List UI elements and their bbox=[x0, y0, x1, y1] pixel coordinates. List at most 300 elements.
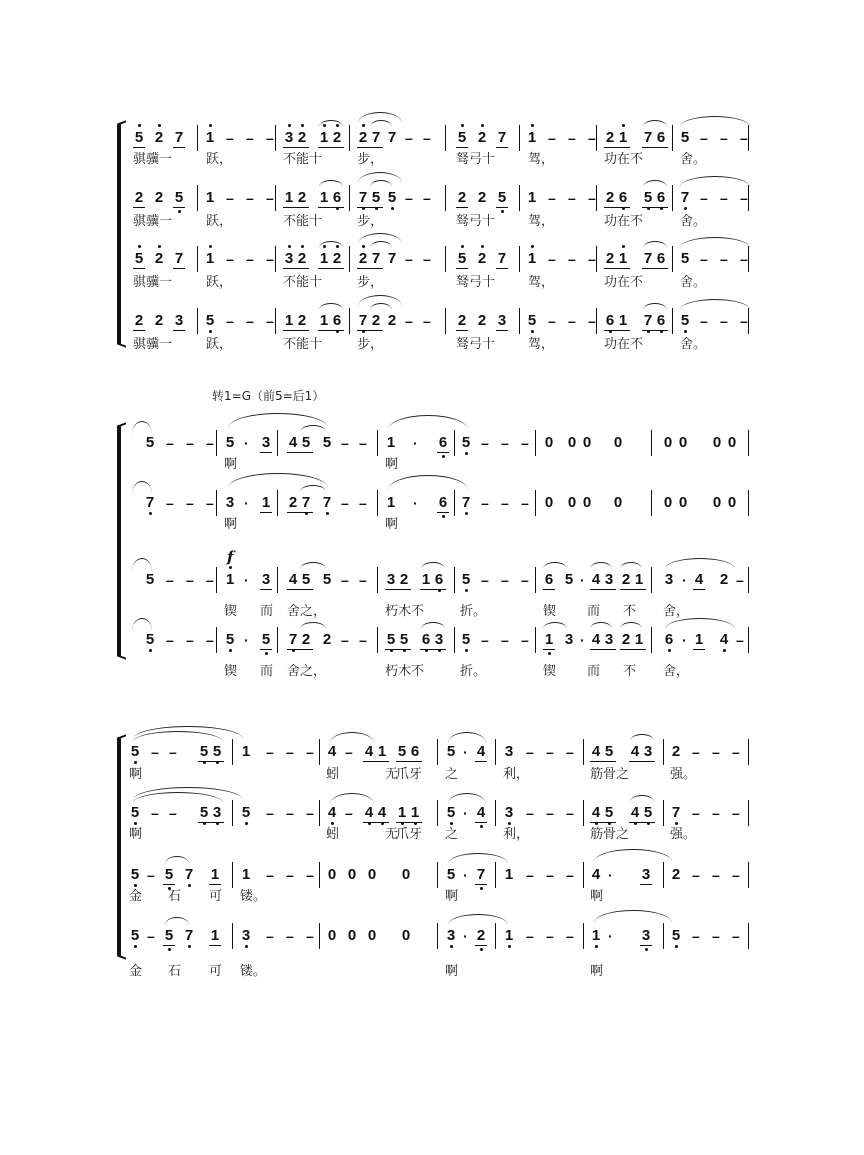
note: 3 bbox=[283, 130, 295, 146]
note: 5 bbox=[386, 190, 398, 206]
high-octave-dot bbox=[362, 124, 365, 127]
beam-underline bbox=[420, 649, 446, 650]
lyric: 蚓 bbox=[326, 767, 340, 782]
lyric: 不能十 bbox=[283, 275, 323, 290]
note: 2 bbox=[671, 743, 681, 760]
lyric: 镂。 bbox=[240, 889, 267, 904]
duration-dash: – bbox=[266, 190, 274, 206]
duration-dash: – bbox=[526, 805, 534, 821]
lyric: 折。 bbox=[460, 664, 487, 679]
duration-dash: – bbox=[266, 130, 274, 146]
note: 0 bbox=[678, 494, 688, 511]
lyric: 功在不 bbox=[604, 337, 644, 352]
duration-dash: – bbox=[266, 744, 274, 760]
note: 7 bbox=[357, 313, 369, 329]
note: 2 bbox=[605, 250, 615, 267]
duration-dash: – bbox=[588, 130, 596, 146]
beam-underline bbox=[318, 268, 344, 269]
duration-dash: – bbox=[206, 495, 214, 511]
note: 4 bbox=[376, 805, 388, 821]
low-octave-dot bbox=[149, 649, 152, 652]
barline bbox=[232, 739, 233, 765]
low-octave-dot bbox=[245, 945, 248, 948]
lyric: 驽弓十 bbox=[456, 214, 496, 229]
note: 5 bbox=[129, 805, 141, 821]
beam-underline bbox=[283, 147, 309, 148]
lyric: 骐骥一 bbox=[133, 152, 173, 167]
barline bbox=[663, 800, 664, 826]
duration-dash: – bbox=[700, 251, 708, 267]
barline bbox=[319, 923, 320, 949]
note: 7 bbox=[321, 495, 333, 511]
barline bbox=[437, 739, 438, 765]
slur bbox=[165, 917, 189, 925]
note: 4 bbox=[476, 743, 486, 760]
barline bbox=[748, 125, 749, 151]
lyric: 折。 bbox=[460, 604, 487, 619]
note: 7 bbox=[670, 805, 682, 821]
note: 2 bbox=[399, 571, 409, 588]
beam-underline bbox=[629, 761, 655, 762]
lyric: 利， bbox=[503, 767, 530, 782]
lyric: 舍， bbox=[663, 664, 690, 679]
lyric: 跃， bbox=[206, 214, 233, 229]
lyric: 强。 bbox=[670, 827, 697, 842]
note: 2 bbox=[331, 130, 343, 146]
slur bbox=[680, 176, 750, 187]
note: 0 bbox=[327, 866, 337, 883]
note: 0 bbox=[663, 434, 673, 451]
note: 2 bbox=[357, 251, 369, 267]
note: 7 bbox=[144, 495, 156, 511]
duration-dash: – bbox=[588, 251, 596, 267]
note: 5 bbox=[385, 632, 397, 648]
note: 5 bbox=[145, 571, 155, 588]
beam-underline bbox=[604, 147, 630, 148]
note: 5 bbox=[370, 190, 382, 206]
low-octave-dot bbox=[209, 330, 212, 333]
note: 6 bbox=[655, 190, 667, 206]
note: 1 bbox=[261, 494, 271, 511]
duration-dash: – bbox=[226, 313, 234, 329]
note: 2 bbox=[457, 189, 467, 206]
barline bbox=[377, 490, 378, 516]
slur bbox=[370, 241, 392, 248]
note: 2 bbox=[605, 129, 615, 146]
note: 5 bbox=[240, 805, 252, 821]
duration-dash: – bbox=[521, 495, 529, 511]
lyric: 不 bbox=[623, 664, 637, 679]
barline bbox=[748, 430, 749, 456]
low-octave-dot bbox=[508, 822, 511, 825]
duration-dash: – bbox=[548, 130, 556, 146]
note: 5 bbox=[460, 572, 472, 588]
note: 1 bbox=[318, 251, 330, 267]
lyric: 步， bbox=[357, 275, 384, 290]
lyric: 步， bbox=[357, 152, 384, 167]
barline bbox=[748, 739, 749, 765]
duration-dash: – bbox=[306, 867, 314, 883]
duration-dash: – bbox=[266, 867, 274, 883]
lyric: 跃， bbox=[206, 152, 233, 167]
note: 2 bbox=[296, 130, 308, 146]
low-octave-dot bbox=[178, 210, 181, 213]
slur bbox=[680, 237, 750, 248]
duration-dash: – bbox=[732, 928, 740, 944]
barline bbox=[445, 308, 446, 334]
note: 5 bbox=[456, 251, 468, 267]
lyric: 可 bbox=[209, 889, 223, 904]
duration-dash: – bbox=[206, 435, 214, 451]
beam-underline bbox=[642, 147, 668, 148]
low-octave-dot bbox=[480, 887, 483, 890]
note: 5 bbox=[173, 190, 185, 206]
barline bbox=[232, 800, 233, 826]
slur bbox=[132, 558, 152, 571]
note: 4 bbox=[591, 631, 601, 648]
duration-dash: – bbox=[286, 867, 294, 883]
note: 5 bbox=[604, 743, 614, 760]
duration-dash: – bbox=[501, 435, 509, 451]
duration-dash: – bbox=[341, 572, 349, 588]
duration-dash: – bbox=[712, 744, 720, 760]
high-octave-dot bbox=[301, 124, 304, 127]
lyric: 不能十 bbox=[283, 214, 323, 229]
system-bracket bbox=[117, 738, 126, 956]
note: 5 bbox=[679, 313, 691, 329]
barline bbox=[672, 246, 673, 272]
note: 5 bbox=[133, 130, 145, 146]
barline bbox=[275, 125, 276, 151]
note: 5 bbox=[496, 190, 508, 206]
note: 4 bbox=[591, 743, 601, 760]
beam-underline bbox=[604, 207, 630, 208]
barline bbox=[495, 739, 496, 765]
lyric: 啊 bbox=[590, 964, 604, 979]
duration-dash: – bbox=[736, 632, 744, 648]
duration-dash: – bbox=[186, 435, 194, 451]
barline bbox=[519, 308, 520, 334]
duration-dash: – bbox=[566, 805, 574, 821]
note: 5 bbox=[163, 928, 175, 944]
beam-underline bbox=[198, 761, 224, 762]
note: 0 bbox=[613, 494, 623, 511]
duration-dash: – bbox=[566, 867, 574, 883]
lyric: 锲 bbox=[224, 664, 238, 679]
barline bbox=[672, 125, 673, 151]
note: 2 bbox=[387, 312, 397, 329]
slur bbox=[448, 853, 508, 864]
lyric: 舍。 bbox=[680, 214, 707, 229]
note: 1 bbox=[634, 631, 644, 648]
barline bbox=[535, 567, 536, 593]
slur bbox=[665, 618, 735, 629]
duration-dash: – bbox=[740, 313, 748, 329]
barline bbox=[519, 246, 520, 272]
duration-dash: – bbox=[481, 435, 489, 451]
lyric: 不能十 bbox=[283, 152, 323, 167]
duration-dash: – bbox=[147, 928, 155, 944]
barline bbox=[275, 246, 276, 272]
duration-dash: – bbox=[226, 130, 234, 146]
barline bbox=[277, 627, 278, 653]
note: 0 bbox=[582, 434, 592, 451]
note: 7 bbox=[497, 129, 507, 146]
note: 5 bbox=[225, 434, 235, 451]
low-octave-dot bbox=[531, 330, 534, 333]
note: 2 bbox=[476, 130, 488, 146]
note: 1 bbox=[284, 312, 294, 329]
barline bbox=[216, 430, 217, 456]
note: 2 bbox=[477, 189, 487, 206]
barline bbox=[445, 125, 446, 151]
high-octave-dot bbox=[461, 245, 464, 248]
beam-underline bbox=[620, 589, 646, 590]
note: 2 bbox=[134, 189, 144, 206]
note: 3 bbox=[604, 571, 614, 588]
duration-dash: – bbox=[345, 744, 353, 760]
note: 3 bbox=[503, 805, 515, 821]
duration-dash: – bbox=[206, 632, 214, 648]
note: 5 bbox=[322, 571, 332, 588]
lyric: 功在不 bbox=[604, 152, 644, 167]
note: 7 bbox=[387, 129, 397, 146]
duration-dash: – bbox=[266, 313, 274, 329]
beam-underline bbox=[385, 649, 411, 650]
barline bbox=[277, 567, 278, 593]
note: 1 bbox=[618, 312, 628, 329]
note: 5 bbox=[670, 928, 682, 944]
barline bbox=[748, 862, 749, 888]
high-octave-dot bbox=[362, 245, 365, 248]
low-octave-dot bbox=[465, 452, 468, 455]
note: 5 bbox=[198, 744, 210, 760]
beam-underline bbox=[385, 589, 411, 590]
note: 2 bbox=[296, 251, 308, 267]
low-octave-dot bbox=[149, 512, 152, 515]
dynamic-forte: f bbox=[227, 548, 234, 566]
slur bbox=[319, 180, 343, 187]
note: 2 bbox=[475, 928, 487, 944]
note: 1 bbox=[377, 743, 387, 760]
note: 1 bbox=[319, 312, 329, 329]
barline bbox=[437, 923, 438, 949]
barline bbox=[277, 490, 278, 516]
low-octave-dot bbox=[675, 822, 678, 825]
barline bbox=[596, 246, 597, 272]
note: 0 bbox=[727, 434, 737, 451]
barline bbox=[583, 862, 584, 888]
note: 7 bbox=[475, 867, 487, 883]
duration-dash: – bbox=[266, 928, 274, 944]
slur bbox=[330, 732, 374, 743]
beam-underline bbox=[363, 761, 389, 762]
barline bbox=[349, 125, 350, 151]
lyric: 不 bbox=[623, 604, 637, 619]
lyric: 朽木不 bbox=[385, 664, 425, 679]
barline bbox=[277, 430, 278, 456]
high-octave-dot bbox=[138, 245, 141, 248]
note: 5 bbox=[322, 434, 332, 451]
low-octave-dot bbox=[684, 207, 687, 210]
slur bbox=[543, 562, 567, 569]
lyric: 而 bbox=[260, 664, 274, 679]
note: 0 bbox=[367, 927, 377, 944]
barline bbox=[216, 490, 217, 516]
note: 4 bbox=[718, 632, 730, 648]
high-octave-dot bbox=[481, 245, 484, 248]
duration-dash: – bbox=[548, 190, 556, 206]
note: 1 bbox=[319, 189, 329, 206]
lyric: 啊 bbox=[590, 889, 604, 904]
duration-dash: – bbox=[359, 495, 367, 511]
note: 5 bbox=[224, 632, 236, 648]
barline bbox=[596, 185, 597, 211]
note: 4 bbox=[591, 571, 601, 588]
note: 2 bbox=[719, 571, 729, 588]
note: 5 bbox=[145, 434, 155, 451]
note: 4 bbox=[288, 434, 298, 451]
note: 5 bbox=[129, 928, 141, 944]
lyric: 步， bbox=[357, 214, 384, 229]
note: 5 bbox=[211, 744, 223, 760]
low-octave-dot bbox=[134, 884, 137, 887]
duration-dash: – bbox=[521, 435, 529, 451]
note: 1 bbox=[503, 928, 515, 944]
slur bbox=[665, 558, 735, 569]
augmentation-dot: · bbox=[244, 435, 249, 451]
beam-underline bbox=[420, 589, 446, 590]
low-octave-dot bbox=[391, 207, 394, 210]
note: 1 bbox=[694, 631, 704, 648]
duration-dash: – bbox=[546, 744, 554, 760]
note: 5 bbox=[446, 866, 456, 883]
low-octave-dot bbox=[134, 945, 137, 948]
slur bbox=[643, 303, 667, 310]
slur bbox=[388, 415, 468, 430]
barline bbox=[535, 430, 536, 456]
note: 0 bbox=[567, 494, 577, 511]
note: 7 bbox=[460, 495, 472, 511]
note: 6 bbox=[656, 250, 666, 267]
barline bbox=[275, 185, 276, 211]
barline bbox=[651, 567, 652, 593]
duration-dash: – bbox=[700, 190, 708, 206]
slur bbox=[590, 562, 612, 569]
beam-underline bbox=[363, 822, 389, 823]
slur bbox=[620, 562, 642, 569]
beam-underline bbox=[357, 147, 383, 148]
barline bbox=[377, 627, 378, 653]
barline bbox=[748, 923, 749, 949]
duration-dash: – bbox=[405, 251, 413, 267]
note: 4 bbox=[591, 866, 601, 883]
note: 6 bbox=[604, 313, 616, 329]
note: 1 bbox=[204, 251, 216, 267]
barline bbox=[748, 800, 749, 826]
note: 2 bbox=[605, 189, 615, 206]
low-octave-dot bbox=[480, 825, 483, 828]
lyric: 驽弓十 bbox=[456, 337, 496, 352]
lyric: 石 bbox=[168, 964, 182, 979]
duration-dash: – bbox=[341, 495, 349, 511]
lyric: 而 bbox=[587, 604, 601, 619]
beam-underline bbox=[318, 207, 344, 208]
duration-dash: – bbox=[286, 805, 294, 821]
lyric: 无 bbox=[385, 767, 399, 782]
duration-dash: – bbox=[588, 190, 596, 206]
lyric: 而 bbox=[587, 664, 601, 679]
barline bbox=[349, 185, 350, 211]
duration-dash: – bbox=[359, 632, 367, 648]
duration-dash: – bbox=[740, 190, 748, 206]
low-octave-dot bbox=[595, 945, 598, 948]
lyric: 功在不 bbox=[604, 214, 644, 229]
duration-dash: – bbox=[732, 805, 740, 821]
duration-dash: – bbox=[521, 632, 529, 648]
note: 3 bbox=[261, 571, 271, 588]
barline bbox=[651, 490, 652, 516]
duration-dash: – bbox=[481, 572, 489, 588]
beam-underline bbox=[590, 649, 616, 650]
duration-dash: – bbox=[712, 928, 720, 944]
duration-dash: – bbox=[147, 867, 155, 883]
duration-dash: – bbox=[740, 130, 748, 146]
beam-underline bbox=[604, 330, 630, 331]
note: 7 bbox=[643, 250, 653, 267]
lyric: 锲 bbox=[224, 604, 238, 619]
high-octave-dot bbox=[158, 245, 161, 248]
note: 3 bbox=[640, 928, 652, 944]
slur bbox=[300, 562, 326, 569]
lyric: 骐骥一 bbox=[133, 214, 173, 229]
high-octave-dot bbox=[229, 566, 232, 569]
barline bbox=[377, 430, 378, 456]
duration-dash: – bbox=[712, 867, 720, 883]
note: 1 bbox=[241, 866, 251, 883]
lyric: 驾， bbox=[528, 214, 555, 229]
barline bbox=[596, 125, 597, 151]
high-octave-dot bbox=[288, 245, 291, 248]
beam-underline bbox=[283, 268, 309, 269]
low-octave-dot bbox=[645, 948, 648, 951]
note: 1 bbox=[210, 927, 220, 944]
lyric: 骐骥一 bbox=[133, 275, 173, 290]
duration-dash: – bbox=[166, 495, 174, 511]
low-octave-dot bbox=[188, 884, 191, 887]
lyric: 石 bbox=[168, 889, 182, 904]
barline bbox=[672, 185, 673, 211]
duration-dash: – bbox=[481, 495, 489, 511]
slur bbox=[421, 622, 445, 629]
lyric: 可 bbox=[209, 964, 223, 979]
note: 7 bbox=[174, 250, 184, 267]
duration-dash: – bbox=[423, 313, 431, 329]
note: 2 bbox=[153, 251, 165, 267]
duration-dash: – bbox=[359, 435, 367, 451]
barline bbox=[651, 430, 652, 456]
duration-dash: – bbox=[341, 632, 349, 648]
note: 7 bbox=[679, 190, 691, 206]
note: 5 bbox=[260, 632, 272, 648]
note: 2 bbox=[134, 312, 144, 329]
note: 2 bbox=[671, 866, 681, 883]
high-octave-dot bbox=[209, 124, 212, 127]
duration-dash: – bbox=[405, 313, 413, 329]
barline bbox=[349, 246, 350, 272]
slur bbox=[448, 732, 486, 743]
augmentation-dot: · bbox=[244, 632, 249, 648]
